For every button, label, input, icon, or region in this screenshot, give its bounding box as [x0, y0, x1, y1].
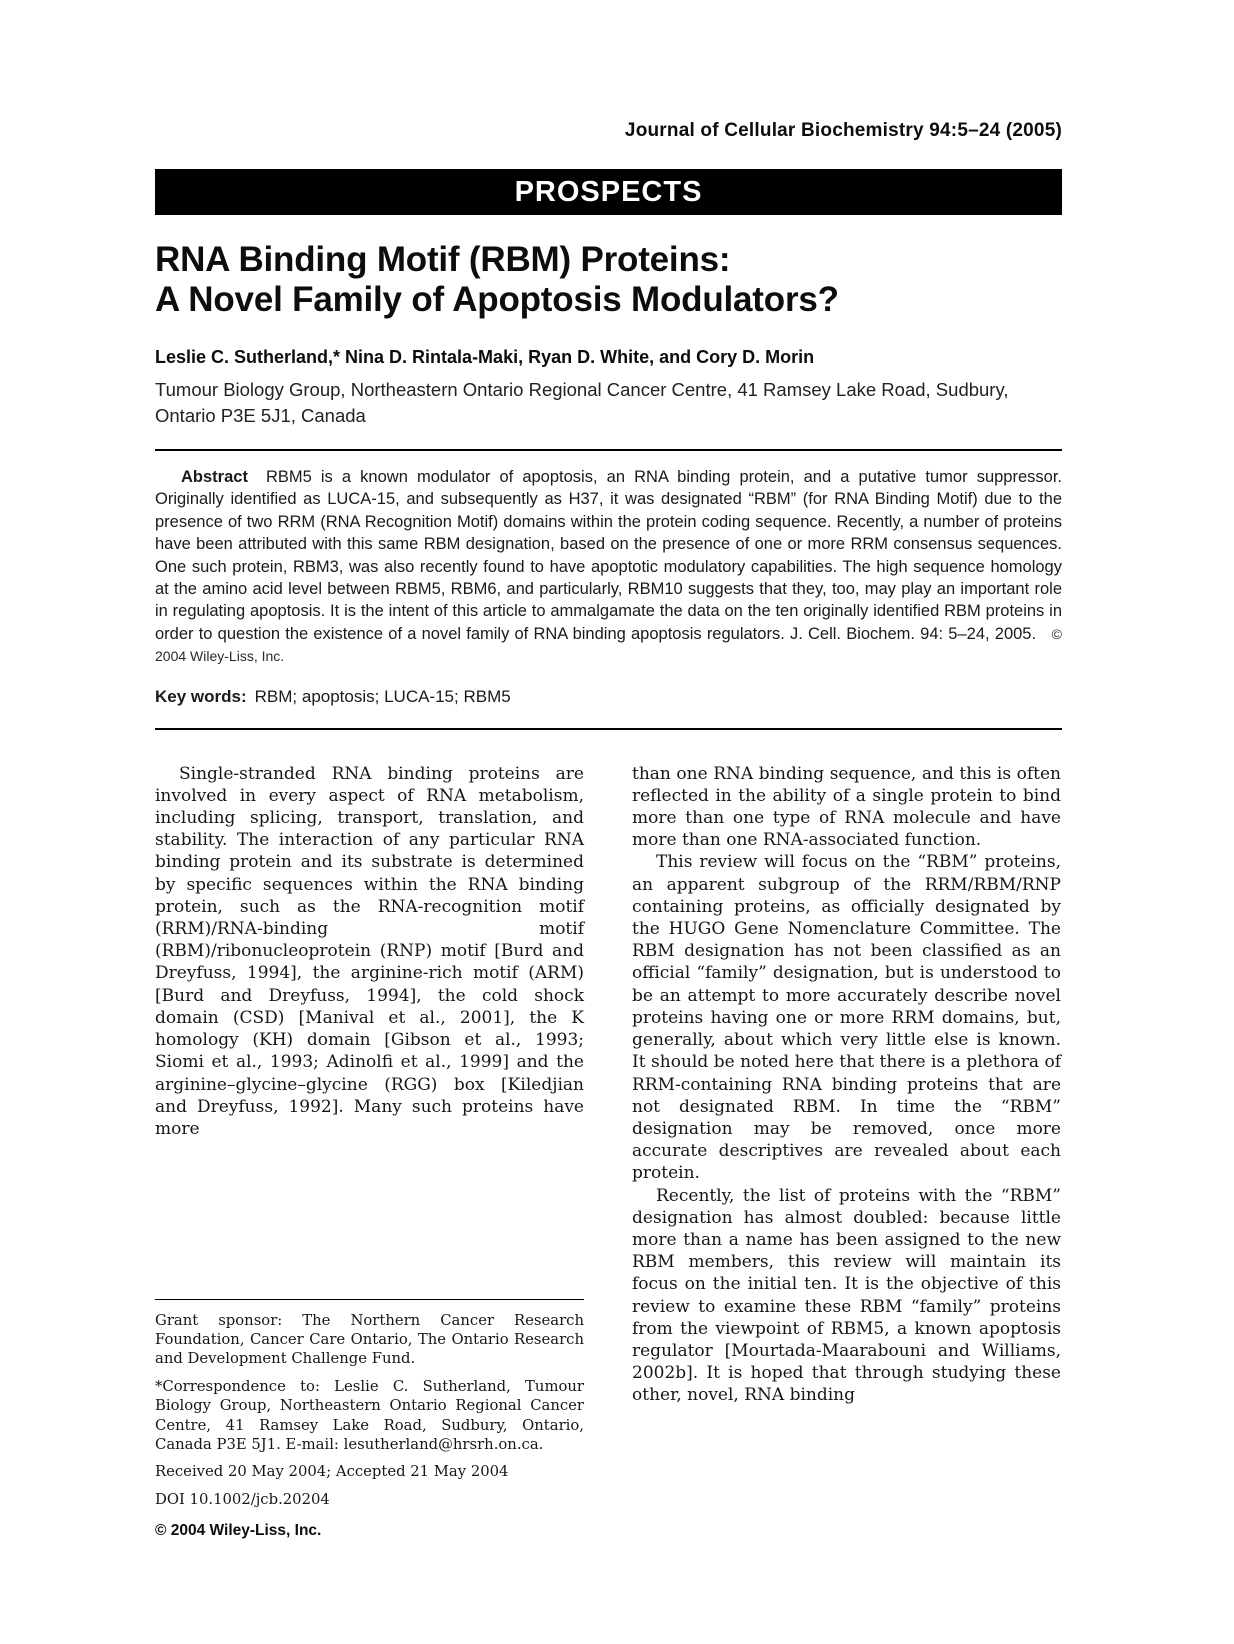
divider-below-keywords [155, 728, 1062, 730]
journal-citation-header: Journal of Cellular Biochemistry 94:5–24 (2005) [624, 120, 1062, 141]
footnote-doi: DOI 10.1002/jcb.20204 [155, 1490, 330, 1508]
body-columns [155, 763, 1062, 1541]
keywords-text: RBM; apoptosis; LUCA-15; RBM5 [254, 686, 511, 706]
divider-above-abstract [155, 449, 1062, 451]
abstract-label: Abstract [181, 468, 248, 486]
affiliation: Tumour Biology Group, Northeastern Ontario Regional Cancer Centre, 41 Ramsey Lake Road, Sudbury, Ontario P3E 5J1, Canada [155, 379, 1009, 426]
body-paragraph: Recently, the list of proteins with the “RBM” designation has almost doubled: because little more than a name has been assigned to the new RBM members, this review will maintain its focus on the initial ten. It is the objective of this review to examine these RBM “family” proteins from the viewpoint of RBM5, a known apoptosis regulator [Mourtada-Maarabouni and Williams, 2002b]. It is hoped that through studying these other, novel, RNA binding [632, 1185, 1061, 1406]
abstract-text: RBM5 is a known modulator of apoptosis, an RNA binding protein, and a putative tumor suppressor. Originally identified as LUCA-15, and subsequently as H37, it was designated “RBM” (for RNA Binding Motif) due to the presence of two RRM (RNA Recognition Motif) domains within the protein coding sequence. Recently, a number of proteins have been attributed with this same RBM designation, based on the presence of one or more RRM consensus sequences. One such protein, RBM3, was also recently found to have apoptotic modulatory capabilities. The high sequence homology at the amino acid level between RBM5, RBM6, and particularly, RBM10 suggests that they, too, may play an important role in regulating apoptosis. It is the intent of this article to ammalgamate the data on the ten originally identified RBM proteins in order to question the existence of a novel family of RNA binding apoptosis regulators. J. Cell. Biochem. 94: 5–24, 2005. [155, 468, 1062, 643]
left-column [155, 763, 584, 1541]
abstract-copyright: © 2004 Wiley-Liss, Inc. [155, 625, 1062, 665]
footnotes-block [155, 1299, 584, 1541]
body-paragraph: Single-stranded RNA binding proteins are involved in every aspect of RNA metabolism, including splicing, transport, translation, and stability. The interaction of any particular RNA binding protein and its substrate is determined by specific sequences within the RNA binding protein, such as the RNA-recognition motif (RRM)/RNA-binding motif (RBM)/ribonucleoprotein (RNP) motif [Burd and Dreyfuss, 1994], the arginine-rich motif (ARM) [Burd and Dreyfuss, 1994], the cold shock domain (CSD) [Manival et al., 2001], the K homology (KH) domain [Gibson et al., 1993; Siomi et al., 1993; Adinolfi et al., 1999] and the arginine–glycine–glycine (RGG) box [Kiledjian and Dreyfuss, 1992]. Many such proteins have more [155, 763, 584, 1139]
banner-label: PROSPECTS [514, 175, 703, 208]
right-column [632, 763, 1061, 1541]
page-content [155, 120, 1062, 1541]
article-title-line1: RNA Binding Motif (RBM) Proteins: [155, 240, 731, 279]
article-title-line2: A Novel Family of Apoptosis Modulators? [155, 280, 839, 319]
footnote-correspondence: *Correspondence to: Leslie C. Sutherland, Tumour Biology Group, Northeastern Ontario Regional Cancer Centre, 41 Ramsey Lake Road, Sudbury, Ontario, Canada P3E 5J1. E-mail: lesutherland@hrsrh.on.ca. [155, 1377, 584, 1454]
footnote-grant-sponsor: Grant sponsor: The Northern Cancer Research Foundation, Cancer Care Ontario, The Ontario Research and Development Challenge Fund. [155, 1311, 584, 1368]
body-paragraph: than one RNA binding sequence, and this is often reflected in the ability of a single protein to bind more than one type of RNA molecule and have more than one RNA-associated function. [632, 763, 1061, 851]
keywords-line [155, 687, 1062, 707]
body-paragraph: This review will focus on the “RBM” proteins, an apparent subgroup of the RRM/RBM/RNP containing proteins, as officially designated by the HUGO Gene Nomenclature Committee. The RBM designation has not been classified as an official “family” designation, but is understood to be an attempt to more accurately describe novel proteins having one or more RRM domains, but, generally, about which very little else is known. It should be noted here that there is a plethora of RRM-containing RNA binding proteins that are not designated RBM. In time the “RBM” designation may be removed, once more accurate descriptives are revealed about each protein. [632, 852, 1061, 1184]
article-title [155, 240, 1062, 320]
footnote-copyright: © 2004 Wiley-Liss, Inc. [155, 1522, 322, 1540]
author-list: Leslie C. Sutherland,* Nina D. Rintala-Maki, Ryan D. White, and Cory D. Morin [155, 347, 815, 367]
abstract-paragraph [155, 466, 1062, 668]
footnote-received-accepted: Received 20 May 2004; Accepted 21 May 2004 [155, 1463, 509, 1481]
section-banner [155, 169, 1062, 215]
keywords-label: Key words: [155, 686, 247, 706]
